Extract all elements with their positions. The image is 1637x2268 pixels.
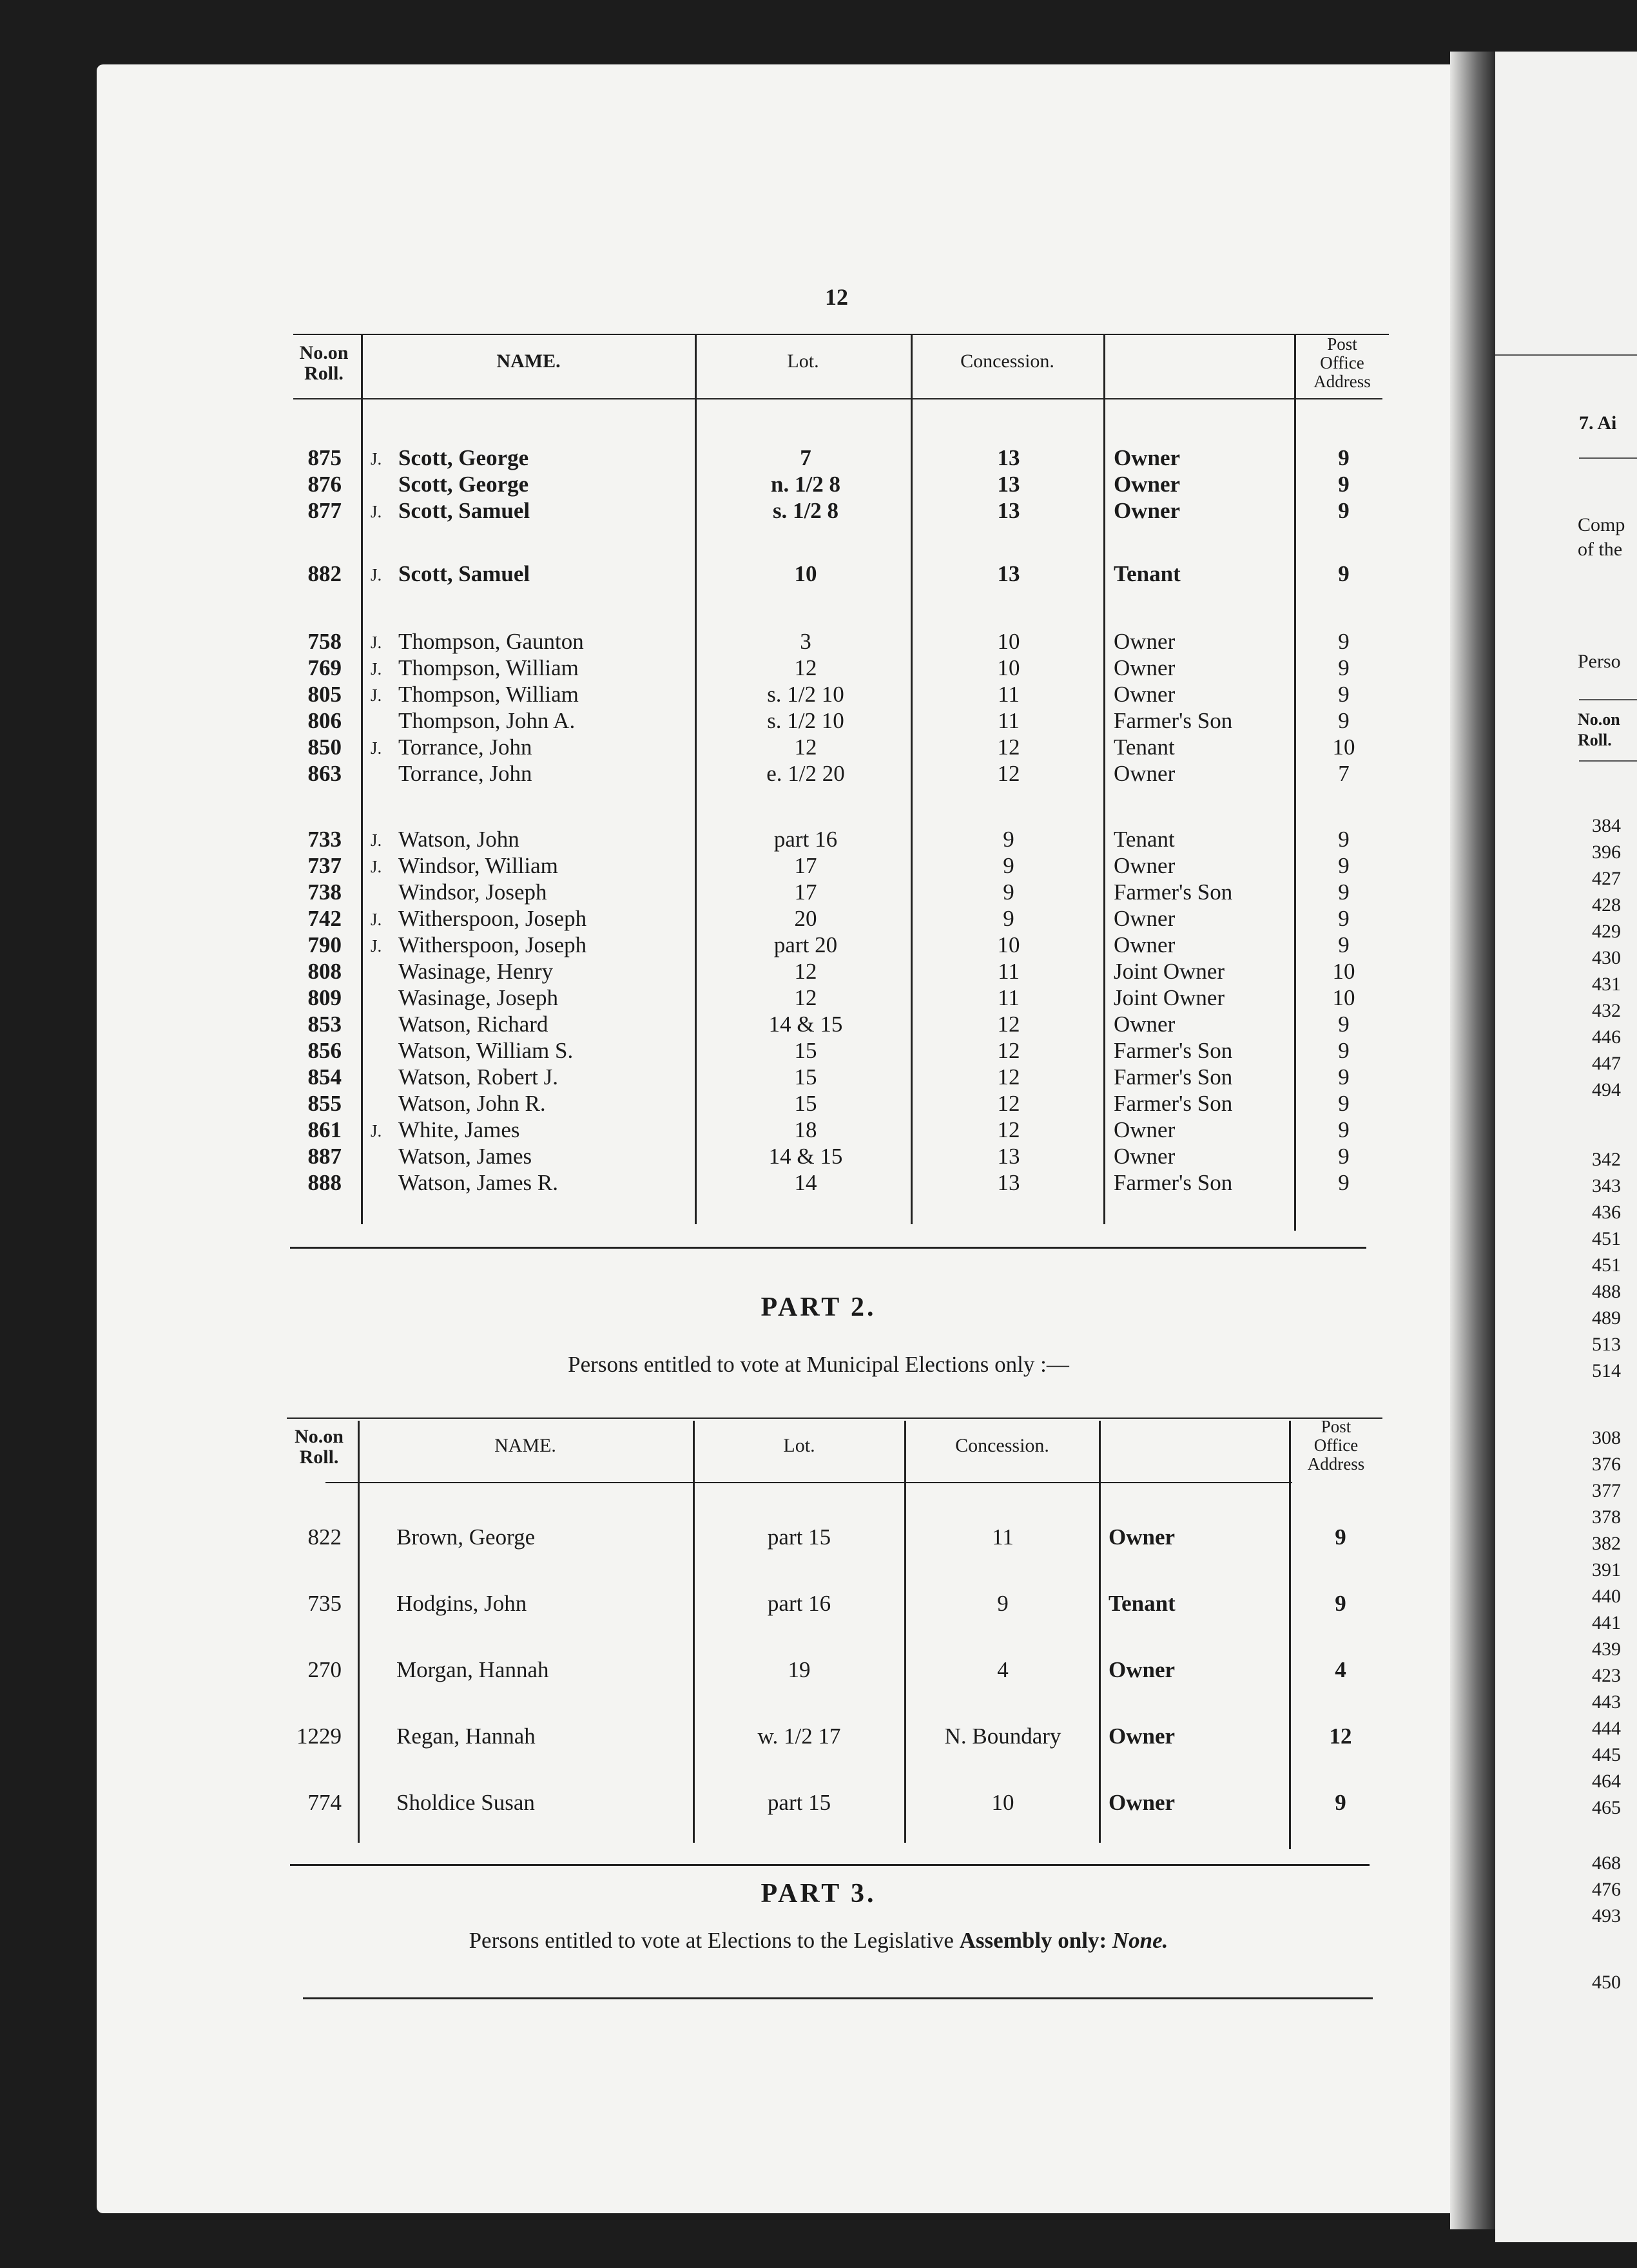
voter-name: Regan, Hannah: [396, 1724, 536, 1749]
roll-number: 861: [307, 1117, 342, 1142]
post-office-value: 9: [1338, 1170, 1350, 1195]
voter-name: Witherspoon, Joseph: [398, 906, 587, 931]
roll-number: 876: [307, 472, 342, 497]
voter-name: Sholdice Susan: [396, 1790, 535, 1815]
concession-value: 11: [998, 959, 1020, 984]
facing-rule: [1579, 699, 1637, 700]
facing-roll-number: 396: [1592, 841, 1621, 863]
lot-value: 14 & 15: [768, 1012, 843, 1037]
lot-value: 7: [800, 445, 811, 470]
concession-value: 12: [997, 735, 1020, 760]
facing-roll-number: 513: [1592, 1334, 1621, 1355]
facing-roll-number: 465: [1592, 1797, 1621, 1818]
post-office-value: 9: [1338, 1091, 1350, 1116]
juror-mark: J.: [371, 659, 382, 678]
concession-value: 9: [1003, 827, 1014, 852]
lot-value: 15: [794, 1064, 817, 1090]
post-office-value: 9: [1338, 629, 1350, 654]
facing-roll-number: 376: [1592, 1454, 1621, 1475]
column-header-roll: No.on Roll.: [295, 1426, 344, 1468]
roll-number: 805: [307, 682, 342, 707]
voter-name: Wasinage, Henry: [398, 959, 554, 984]
juror-mark: J.: [371, 831, 382, 850]
facing-roll-number: 436: [1592, 1202, 1621, 1223]
facing-roll-number: 445: [1592, 1744, 1621, 1765]
voter-status: Owner: [1109, 1790, 1176, 1815]
facing-roll-number: 384: [1592, 815, 1621, 836]
voter-status: Owner: [1114, 761, 1176, 786]
column-divider: [911, 335, 913, 1224]
post-office-value: 9: [1338, 1038, 1350, 1063]
facing-roll-number: 447: [1592, 1053, 1621, 1074]
post-office-value: 9: [1338, 561, 1350, 586]
facing-roll-header: Roll.: [1578, 731, 1612, 749]
juror-mark: J.: [371, 633, 382, 652]
roll-number: 882: [307, 561, 342, 586]
facing-roll-number: 377: [1592, 1480, 1621, 1501]
concession-value: 10: [991, 1790, 1014, 1815]
concession-value: 12: [997, 1117, 1020, 1142]
lot-value: w. 1/2 17: [757, 1724, 841, 1749]
roll-number: 887: [307, 1144, 342, 1169]
voter-name: Morgan, Hannah: [396, 1657, 549, 1682]
facing-roll-number: 476: [1592, 1879, 1621, 1900]
roll-number: 855: [307, 1091, 342, 1116]
facing-roll-number: 429: [1592, 921, 1621, 942]
concession-value: 13: [997, 445, 1020, 470]
lot-value: 12: [794, 655, 817, 680]
column-header-concession: Concession.: [955, 1435, 1049, 1456]
voter-status: Farmer's Son: [1114, 708, 1233, 733]
column-divider: [361, 335, 363, 1224]
facing-heading: 7. Ai: [1579, 412, 1617, 434]
voter-name: Watson, James: [398, 1144, 532, 1169]
concession-value: N. Boundary: [944, 1724, 1061, 1749]
voter-status: Owner: [1114, 445, 1181, 470]
facing-roll-number: 428: [1592, 894, 1621, 916]
voter-name: Watson, John R.: [398, 1091, 546, 1116]
post-office-value: 9: [1338, 1012, 1350, 1037]
lot-value: part 16: [773, 827, 838, 852]
voter-name: Scott, George: [398, 445, 529, 470]
lot-value: 15: [794, 1038, 817, 1063]
post-office-value: 9: [1338, 906, 1350, 931]
concession-value: 13: [997, 1144, 1020, 1169]
voter-name: Scott, Samuel: [398, 561, 530, 586]
lot-value: n. 1/2 8: [771, 472, 840, 497]
post-office-value: 9: [1338, 853, 1350, 878]
lot-value: part 16: [767, 1591, 831, 1616]
concession-value: 12: [997, 1012, 1020, 1037]
table-top-rule: [293, 334, 1389, 335]
voter-status: Owner: [1109, 1657, 1176, 1682]
voter-status: Joint Owner: [1114, 959, 1225, 984]
facing-roll-number: 430: [1592, 947, 1621, 968]
voter-status: Owner: [1114, 1144, 1176, 1169]
facing-roll-number: 342: [1592, 1149, 1621, 1170]
roll-number: 1229: [296, 1724, 342, 1749]
voter-status: Owner: [1114, 655, 1176, 680]
voter-name: Thompson, Gaunton: [398, 629, 584, 654]
roll-number: 733: [307, 827, 342, 852]
juror-mark: J.: [371, 857, 382, 876]
concession-value: 9: [1003, 853, 1014, 878]
lot-value: 12: [794, 959, 817, 984]
roll-number: 808: [307, 959, 342, 984]
column-header-lot: Lot.: [787, 351, 819, 372]
voter-name: Scott, George: [398, 472, 529, 497]
facing-roll-number: 514: [1592, 1360, 1621, 1381]
lot-value: 15: [794, 1091, 817, 1116]
column-divider: [904, 1421, 906, 1843]
part3-subtitle-none: None.: [1112, 1928, 1168, 1953]
roll-number: 888: [307, 1170, 342, 1195]
juror-mark: J.: [371, 565, 382, 584]
concession-value: 9: [1003, 906, 1014, 931]
post-office-value: 10: [1332, 959, 1355, 984]
roll-number: 809: [307, 985, 342, 1010]
header-bottom-rule: [293, 398, 1382, 399]
voter-name: Windsor, Joseph: [398, 879, 547, 905]
part2-title: PART 2.: [760, 1293, 877, 1322]
table-bottom-rule: [290, 1864, 1370, 1866]
voter-status: Joint Owner: [1114, 985, 1225, 1010]
column-divider: [695, 335, 697, 1224]
voter-status: Farmer's Son: [1114, 1038, 1233, 1063]
facing-text: of the: [1578, 539, 1623, 560]
facing-roll-number: 441: [1592, 1612, 1621, 1633]
facing-roll-number: 391: [1592, 1559, 1621, 1581]
post-office-value: 9: [1338, 827, 1350, 852]
facing-roll-number: 451: [1592, 1254, 1621, 1276]
voter-status: Owner: [1114, 682, 1176, 707]
facing-roll-number: 444: [1592, 1718, 1621, 1739]
lot-value: 12: [794, 985, 817, 1010]
post-office-value: 9: [1338, 1117, 1350, 1142]
lot-value: part 15: [767, 1524, 831, 1550]
facing-text: Comp: [1578, 514, 1625, 535]
facing-roll-number: 432: [1592, 1000, 1621, 1021]
voter-name: Scott, Samuel: [398, 498, 530, 523]
concession-value: 12: [997, 1091, 1020, 1116]
column-divider: [1103, 335, 1105, 1224]
post-office-value: 9: [1338, 498, 1350, 523]
voter-name: Thompson, John A.: [398, 708, 576, 733]
concession-value: 13: [997, 498, 1020, 523]
roll-number: 270: [307, 1657, 342, 1682]
column-header-concession: Concession.: [960, 351, 1054, 372]
concession-value: 10: [997, 629, 1020, 654]
part3-title: PART 3.: [760, 1879, 877, 1908]
facing-roll-number: 382: [1592, 1533, 1621, 1554]
roll-number: 806: [307, 708, 342, 733]
post-office-value: 9: [1335, 1790, 1346, 1815]
concession-value: 11: [998, 682, 1020, 707]
part3-subtitle: [0, 1928, 1637, 1954]
roll-number: 856: [307, 1038, 342, 1063]
facing-roll-number: 431: [1592, 974, 1621, 995]
facing-roll-number: 446: [1592, 1026, 1621, 1048]
post-office-value: 4: [1335, 1657, 1346, 1682]
voter-status: Owner: [1109, 1524, 1176, 1550]
facing-roll-number: 308: [1592, 1427, 1621, 1448]
roll-number: 737: [307, 853, 342, 878]
facing-roll-number: 378: [1592, 1506, 1621, 1528]
roll-number: 875: [307, 445, 342, 470]
column-divider: [1294, 335, 1296, 1231]
column-divider: [1289, 1421, 1291, 1849]
voter-name: Witherspoon, Joseph: [398, 932, 587, 957]
voter-name: Watson, John: [398, 827, 519, 852]
column-divider: [358, 1421, 360, 1843]
concession-value: 11: [998, 708, 1020, 733]
post-office-value: 9: [1338, 879, 1350, 905]
voter-status: Owner: [1114, 1117, 1176, 1142]
lot-value: 18: [794, 1117, 817, 1142]
concession-value: 13: [997, 1170, 1020, 1195]
roll-number: 742: [307, 906, 342, 931]
column-header-name: NAME.: [496, 351, 561, 372]
voter-name: Watson, Richard: [398, 1012, 548, 1037]
roll-number: 863: [307, 761, 342, 786]
column-header-post-office: Post Office Address: [1307, 1417, 1365, 1474]
concession-value: 13: [997, 472, 1020, 497]
voter-status: Farmer's Son: [1114, 1091, 1233, 1116]
concession-value: 11: [992, 1524, 1014, 1550]
part3-subtitle-bold: Assembly only:: [959, 1928, 1112, 1953]
closing-rule: [303, 1997, 1373, 1999]
post-office-value: 9: [1335, 1524, 1346, 1550]
voter-name: Hodgins, John: [396, 1591, 527, 1616]
juror-mark: J.: [371, 936, 382, 956]
post-office-value: 9: [1338, 708, 1350, 733]
voter-name: Wasinage, Joseph: [398, 985, 558, 1010]
voter-name: Thompson, William: [398, 682, 579, 707]
part2-subtitle: Persons entitled to vote at Municipal Elections only :—: [568, 1352, 1069, 1377]
facing-roll-number: 464: [1592, 1771, 1621, 1792]
concession-value: 9: [997, 1591, 1009, 1616]
roll-number: 854: [307, 1064, 342, 1090]
lot-value: 17: [794, 853, 817, 878]
roll-number: 735: [307, 1591, 342, 1616]
voter-name: Torrance, John: [398, 735, 532, 760]
roll-number: 822: [307, 1524, 342, 1550]
concession-value: 10: [997, 932, 1020, 957]
post-office-value: 9: [1338, 655, 1350, 680]
facing-roll-number: 489: [1592, 1307, 1621, 1329]
facing-roll-header: No.on: [1578, 710, 1620, 729]
column-header-post-office: Post Office Address: [1313, 334, 1371, 391]
facing-roll-number: 440: [1592, 1586, 1621, 1607]
facing-roll-number: 493: [1592, 1905, 1621, 1927]
facing-roll-number: 451: [1592, 1228, 1621, 1249]
lot-value: 12: [794, 735, 817, 760]
concession-value: 12: [997, 1064, 1020, 1090]
roll-number: 738: [307, 879, 342, 905]
facing-roll-number: 343: [1592, 1175, 1621, 1196]
juror-mark: J.: [371, 1121, 382, 1140]
facing-roll-number: 488: [1592, 1281, 1621, 1302]
lot-value: 10: [794, 561, 817, 586]
post-office-value: 9: [1335, 1591, 1346, 1616]
lot-value: 3: [800, 629, 811, 654]
voter-status: Owner: [1109, 1724, 1176, 1749]
juror-mark: J.: [371, 686, 382, 705]
facing-roll-number: 443: [1592, 1691, 1621, 1713]
post-office-value: 10: [1332, 985, 1355, 1010]
roll-number: 790: [307, 932, 342, 957]
voter-name: Windsor, William: [398, 853, 558, 878]
voter-status: Owner: [1114, 472, 1181, 497]
column-divider: [693, 1421, 695, 1843]
voter-status: Tenant: [1114, 561, 1181, 586]
facing-roll-number: 423: [1592, 1665, 1621, 1686]
lot-value: s. 1/2 10: [767, 708, 844, 733]
voter-status: Owner: [1114, 853, 1176, 878]
voter-status: Farmer's Son: [1114, 1064, 1233, 1090]
lot-value: part 15: [767, 1790, 831, 1815]
post-office-value: 9: [1338, 932, 1350, 957]
lot-value: 20: [794, 906, 817, 931]
lot-value: 14: [794, 1170, 817, 1195]
facing-rule: [1579, 760, 1637, 762]
facing-roll-number: 468: [1592, 1852, 1621, 1874]
post-office-value: 10: [1332, 735, 1355, 760]
lot-value: s. 1/2 8: [772, 498, 839, 523]
facing-page: [1495, 52, 1637, 2242]
page-number: 12: [825, 284, 848, 310]
voter-name: Brown, George: [396, 1524, 536, 1550]
roll-number: 774: [307, 1790, 342, 1815]
voter-name: Torrance, John: [398, 761, 532, 786]
concession-value: 12: [997, 761, 1020, 786]
concession-value: 13: [997, 561, 1020, 586]
concession-value: 12: [997, 1038, 1020, 1063]
column-header-name: NAME.: [494, 1435, 556, 1456]
post-office-value: 9: [1338, 1064, 1350, 1090]
voter-status: Farmer's Son: [1114, 879, 1233, 905]
voter-status: Owner: [1114, 1012, 1176, 1037]
post-office-value: 12: [1329, 1724, 1352, 1749]
table-bottom-rule: [290, 1247, 1366, 1249]
roll-number: 850: [307, 735, 342, 760]
roll-number: 769: [307, 655, 342, 680]
lot-value: s. 1/2 10: [767, 682, 844, 707]
post-office-value: 9: [1338, 682, 1350, 707]
facing-roll-number: 439: [1592, 1639, 1621, 1660]
roll-number: 877: [307, 498, 342, 523]
voter-status: Owner: [1114, 906, 1176, 931]
juror-mark: J.: [371, 449, 382, 468]
post-office-value: 7: [1338, 761, 1350, 786]
concession-value: 4: [997, 1657, 1009, 1682]
juror-mark: J.: [371, 910, 382, 929]
lot-value: e. 1/2 20: [766, 761, 845, 786]
voter-name: Watson, James R.: [398, 1170, 558, 1195]
lot-value: part 20: [773, 932, 838, 957]
juror-mark: J.: [371, 738, 382, 758]
voter-status: Owner: [1114, 932, 1176, 957]
column-header-lot: Lot.: [783, 1435, 815, 1456]
header-bottom-rule: [325, 1482, 1292, 1483]
roll-number: 853: [307, 1012, 342, 1037]
facing-rule: [1495, 354, 1637, 356]
lot-value: 19: [788, 1657, 811, 1682]
voter-status: Tenant: [1109, 1591, 1176, 1616]
concession-value: 10: [997, 655, 1020, 680]
post-office-value: 9: [1338, 1144, 1350, 1169]
post-office-value: 9: [1338, 445, 1350, 470]
voter-status: Owner: [1114, 498, 1181, 523]
voter-status: Tenant: [1114, 735, 1175, 760]
lot-value: 14 & 15: [768, 1144, 843, 1169]
voter-status: Tenant: [1114, 827, 1175, 852]
concession-value: 11: [998, 985, 1020, 1010]
column-header-roll: No.on Roll.: [299, 342, 349, 384]
voter-name: Thompson, William: [398, 655, 579, 680]
facing-roll-number: 494: [1592, 1079, 1621, 1100]
facing-rule: [1579, 457, 1637, 459]
voter-name: White, James: [398, 1117, 520, 1142]
juror-mark: J.: [371, 502, 382, 521]
facing-roll-number: 427: [1592, 868, 1621, 889]
concession-value: 9: [1003, 879, 1014, 905]
column-divider: [1099, 1421, 1101, 1843]
table-top-rule: [287, 1418, 1382, 1419]
part3-subtitle-lead: Persons entitled to vote at Elections to the Legislative: [469, 1928, 960, 1953]
voter-status: Owner: [1114, 629, 1176, 654]
voter-status: Farmer's Son: [1114, 1170, 1233, 1195]
lot-value: 17: [794, 879, 817, 905]
voter-name: Watson, Robert J.: [398, 1064, 558, 1090]
roll-number: 758: [307, 629, 342, 654]
post-office-value: 9: [1338, 472, 1350, 497]
facing-roll-number: 450: [1592, 1972, 1621, 1993]
voter-name: Watson, William S.: [398, 1038, 574, 1063]
facing-text: Perso: [1578, 651, 1621, 672]
